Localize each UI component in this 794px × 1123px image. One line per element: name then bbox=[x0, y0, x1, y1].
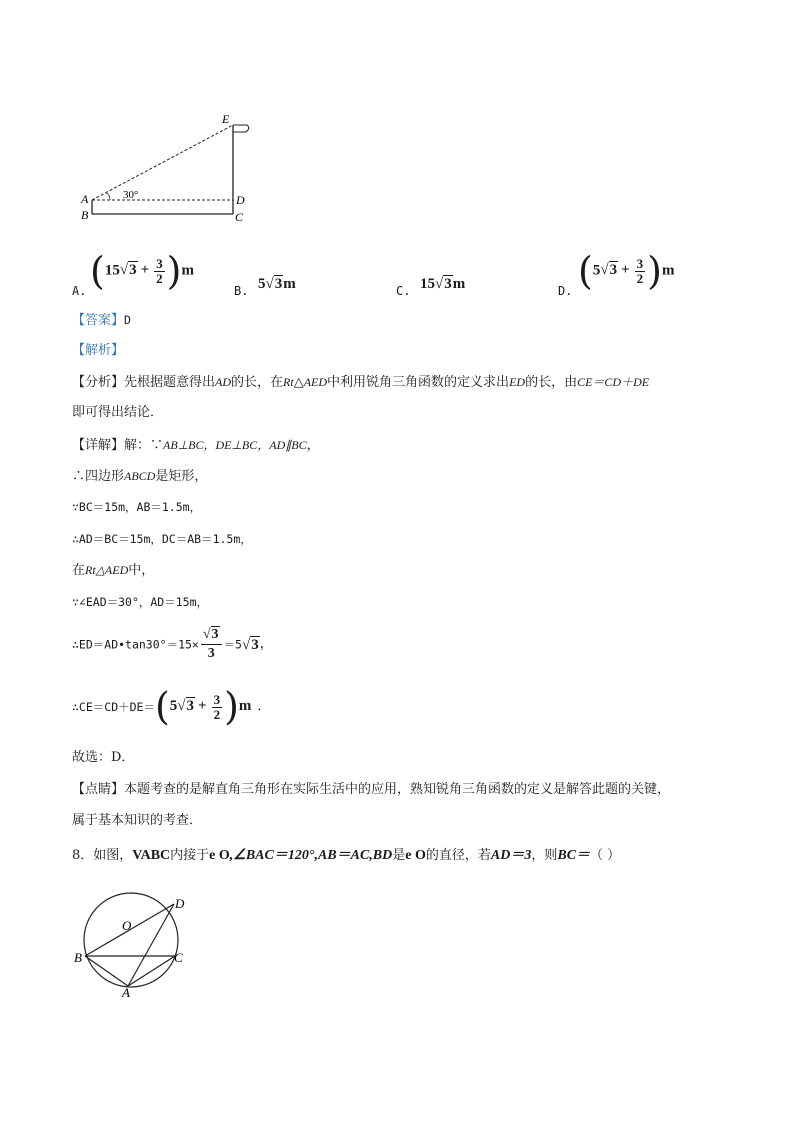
fenxi-tri: △ bbox=[293, 375, 304, 390]
q8-text-3: 的直径，若 bbox=[425, 848, 491, 863]
fenxi-ed: ED bbox=[509, 375, 526, 389]
fenxi-text-3: 中利用锐角三角函数的定义求出 bbox=[327, 375, 510, 390]
q8-bc: BC＝ bbox=[557, 848, 591, 863]
detail-l2-pre: ∴四边形 bbox=[72, 469, 125, 484]
detail-line-8 bbox=[72, 685, 271, 734]
analysis-tag: 【解析】 bbox=[72, 343, 125, 358]
label-o: O bbox=[122, 918, 132, 933]
fenxi-text-2: 的长，在 bbox=[231, 375, 284, 390]
q8-triangle: VABC bbox=[132, 848, 171, 863]
detail-line-3: ∵BC＝15m，AB＝1.5m， bbox=[72, 500, 202, 514]
option-a[interactable]: (15√3 + $\frac{3}{2}$ )m bbox=[90, 249, 194, 293]
label-c: C bbox=[235, 210, 244, 224]
detail-line-1 bbox=[72, 435, 320, 456]
q8-circle-2: e O bbox=[405, 848, 426, 863]
detail-line-5 bbox=[72, 560, 154, 581]
detail-line-2 bbox=[72, 466, 207, 487]
detail-l7-frac: $\frac{√3}{3}$ bbox=[201, 626, 222, 663]
answer-tag: 【答案】 bbox=[72, 313, 125, 328]
line-ae-dashed bbox=[92, 125, 233, 200]
detail-l7-sqrt: √3 bbox=[241, 636, 259, 653]
q8-ad: AD＝3 bbox=[490, 848, 532, 863]
q8-text-5: （ ） bbox=[590, 848, 621, 863]
detail-l1-pre: 解：∵ bbox=[124, 438, 164, 453]
comment-text-1: 本题考查的是解直角三角形在实际生活中的应用，熟知锐角三角函数的定义是解答此题的关键， bbox=[124, 782, 671, 797]
label-a: A bbox=[81, 192, 89, 206]
fenxi-line-1 bbox=[72, 372, 649, 393]
label-e: E bbox=[222, 112, 230, 126]
fenxi-eq: CE＝CD＋DE bbox=[577, 375, 650, 389]
label-a2: A bbox=[122, 985, 130, 1000]
detail-l2-post: 是矩形， bbox=[155, 469, 208, 484]
detail-line-4: ∴AD＝BC＝15m，DC＝AB＝1.5m， bbox=[72, 532, 252, 546]
segment-ba bbox=[85, 956, 128, 986]
detail-l7-mid: ＝5 bbox=[223, 637, 242, 652]
detail-l2-math: ABCD bbox=[124, 469, 156, 483]
detail-l8-end: ． bbox=[257, 699, 271, 714]
fenxi-text-5: 即可得出结论． bbox=[72, 405, 164, 420]
option-a-letter: A. bbox=[72, 284, 87, 298]
fenxi-tag: 【分析】 bbox=[72, 375, 125, 390]
fenxi-line-2 bbox=[72, 403, 163, 423]
detail-l1-post: ， bbox=[306, 438, 320, 453]
detail-tag: 【详解】 bbox=[72, 438, 125, 453]
flag-icon bbox=[233, 125, 249, 132]
option-c[interactable]: 15√3m bbox=[420, 276, 466, 292]
q8-text-2: 是 bbox=[392, 848, 406, 863]
q8-num: 8．如图， bbox=[72, 848, 133, 863]
answer-value: D bbox=[124, 313, 131, 327]
answer-line bbox=[72, 310, 131, 331]
circle-o bbox=[84, 893, 178, 987]
segment-ca bbox=[128, 956, 175, 986]
detail-l5-rt: Rt△AED bbox=[85, 563, 129, 577]
detail-line-6: ∵∠EAD＝30°，AD＝15m， bbox=[72, 595, 209, 609]
q8-conditions: ,∠BAC＝120°,AB＝AC,BD bbox=[229, 848, 393, 863]
option-c-letter: C. bbox=[396, 284, 411, 298]
fenxi-text-1: 先根据题意得出 bbox=[124, 375, 216, 390]
comment-line-2: 属于基本知识的考查． bbox=[72, 813, 203, 828]
label-b2: B bbox=[74, 950, 82, 965]
q8-text-1: 内接于 bbox=[170, 848, 210, 863]
label-c2: C bbox=[174, 950, 183, 965]
option-d[interactable]: (5√3 + $\frac{3}{2}$ )m bbox=[578, 249, 675, 293]
detail-line-7 bbox=[72, 626, 273, 676]
detail-l5-post: 中， bbox=[128, 563, 155, 578]
label-b: B bbox=[81, 208, 89, 222]
segment-ad bbox=[128, 904, 174, 986]
q8-text-4: ，则 bbox=[531, 848, 558, 863]
detail-l7-end: ， bbox=[259, 636, 273, 652]
option-d-letter: D. bbox=[558, 284, 573, 298]
angle-arc bbox=[106, 193, 110, 200]
analysis-tag-line bbox=[72, 341, 124, 361]
fenxi-rt: Rt bbox=[283, 375, 294, 389]
detail-l8-expr: (5√3 + $\frac{3}{2}$ )m bbox=[154, 685, 252, 729]
label-d: D bbox=[236, 193, 245, 207]
option-b-letter: B. bbox=[234, 284, 249, 298]
fenxi-aed: AED bbox=[303, 375, 328, 389]
detail-line-9: 故选：D． bbox=[72, 750, 135, 765]
figure-flagpole bbox=[72, 108, 272, 233]
label-d2: D bbox=[175, 896, 185, 911]
option-b[interactable]: 5√3m bbox=[258, 276, 296, 292]
question-8 bbox=[72, 846, 620, 866]
detail-l7-pre: ∴ED＝AD•tan30°＝15× bbox=[72, 637, 199, 652]
fenxi-ad: AD bbox=[215, 375, 232, 389]
comment-tag: 【点睛】 bbox=[72, 782, 125, 797]
figure-circle bbox=[72, 890, 202, 1000]
comment-line-1 bbox=[72, 780, 670, 800]
fenxi-text-4: 的长，由 bbox=[525, 375, 578, 390]
label-angle: 30° bbox=[123, 189, 139, 201]
detail-l5-pre: 在 bbox=[72, 563, 86, 578]
q8-circle: e O bbox=[209, 848, 230, 863]
detail-l1-math: AB⊥BC，DE⊥BC，AD∥BC bbox=[163, 438, 307, 452]
detail-l8-pre: ∴CE＝CD＋DE＝ bbox=[72, 700, 155, 714]
